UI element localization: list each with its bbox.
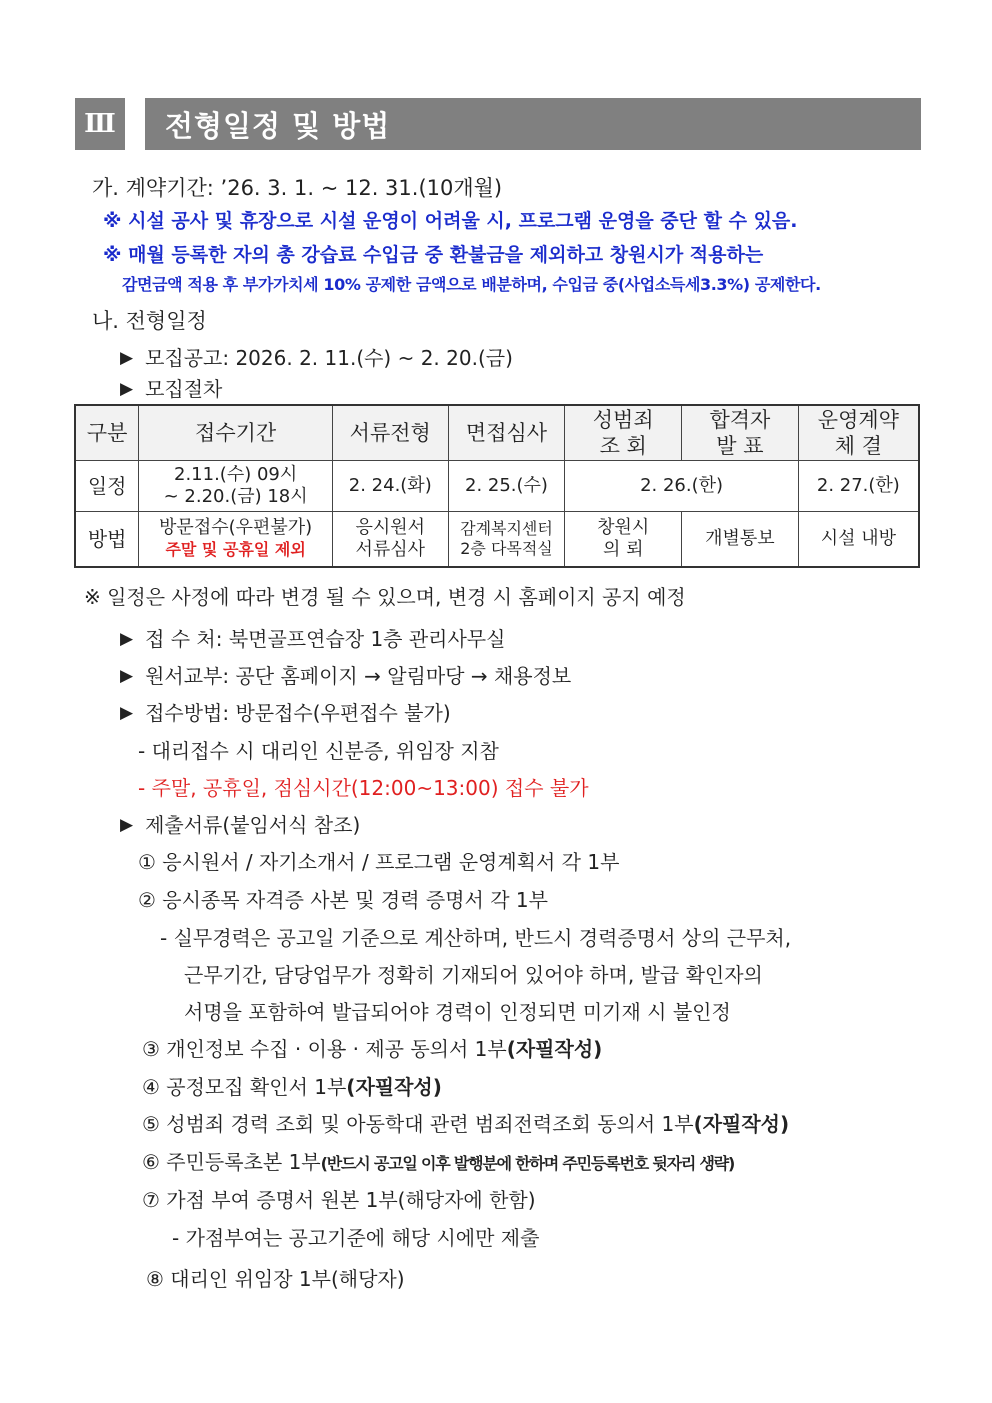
schedule-procedure: ▶ 모집절차 [120, 377, 223, 401]
header-docs: 서류전형 [332, 405, 448, 461]
doc-item-1: ① 응시원서 / 자기소개서 / 프로그램 운영계획서 각 1부 [138, 850, 620, 874]
schedule-table [74, 404, 920, 568]
header-crime-check: 성범죄 조 회 [565, 405, 682, 461]
triangle-right-icon: ▶ [120, 348, 134, 368]
cell-method: 방문접수(우편불가) 주말 및 공휴일 제외 [139, 512, 333, 568]
doc-item-7: ⑦ 가점 부여 증명서 원본 1부(해당자에 한함) [142, 1188, 536, 1212]
triangle-right-icon: ▶ [120, 666, 134, 686]
cell-check-method: 창원시 의 뢰 [565, 512, 682, 568]
section-title: 전형일정 및 방법 [145, 98, 921, 150]
section-number: Ⅲ [75, 98, 125, 150]
triangle-right-icon: ▶ [120, 379, 134, 399]
doc-item-7-note: - 가점부여는 공고기준에 해당 시에만 제출 [172, 1226, 540, 1250]
cell-period: 2.11.(수) 09시 ~ 2.20.(금) 18시 [139, 461, 333, 512]
header-category: 구분 [75, 405, 139, 461]
header-announce: 합격자 발 표 [682, 405, 799, 461]
header-contract: 운영계약 체 결 [798, 405, 919, 461]
table-row [75, 512, 919, 568]
doc-item-3: ③ 개인정보 수집 · 이용 · 제공 동의서 1부(자필작성) [142, 1037, 603, 1061]
cell-contract: 2. 27.(한) [798, 461, 919, 512]
documents-title: ▶ 제출서류(붙임서식 참조) [120, 813, 361, 837]
doc-item-2-note-3: 서명을 포함하여 발급되어야 경력이 인정되면 미기재 시 불인정 [184, 1000, 731, 1024]
section-header [75, 98, 921, 150]
row-label: 방법 [75, 512, 139, 568]
triangle-right-icon: ▶ [120, 703, 134, 723]
cell-docs-method: 응시원서 서류심사 [332, 512, 448, 568]
triangle-right-icon: ▶ [120, 815, 134, 835]
doc-item-2-note-2: 근무기간, 담당업무가 정확히 기재되어 있어야 하며, 발급 확인자의 [184, 963, 763, 987]
cell-docs: 2. 24.(화) [332, 461, 448, 512]
doc-item-6: ⑥ 주민등록초본 1부(반드시 공고일 이후 발행분에 한하며 주민등록번호 뒷자리 생략) [142, 1150, 735, 1174]
header-interview: 면접심사 [448, 405, 565, 461]
form-distribution: ▶ 원서교부: 공단 홈페이지 → 알림마당 → 채용정보 [120, 664, 572, 688]
schedule-title: 나. 전형일정 [92, 309, 207, 333]
no-accept-note: - 주말, 공휴일, 점심시간(12:00~13:00) 접수 불가 [138, 776, 589, 800]
contract-period: 가. 계약기간: ’26. 3. 1. ~ 12. 31.(10개월) [92, 176, 503, 200]
doc-item-8: ⑧ 대리인 위임장 1부(해당자) [146, 1267, 405, 1291]
cell-check-announce: 2. 26.(한) [565, 461, 798, 512]
doc-item-2-note-1: - 실무경력은 공고일 기준으로 계산하며, 반드시 경력증명서 상의 근무처, [160, 926, 792, 950]
triangle-right-icon: ▶ [120, 629, 134, 649]
contract-note-1: ※ 시설 공사 및 휴장으로 시설 운영이 어려울 시, 프로그램 운영을 중단 할 수 있음. [103, 210, 798, 232]
doc-item-5: ⑤ 성범죄 경력 조회 및 아동학대 관련 범죄전력조회 동의서 1부(자필작성) [142, 1112, 790, 1136]
proxy-note: - 대리접수 시 대리인 신분증, 위임장 지참 [138, 739, 499, 763]
cell-interview-place: 감계복지센터 2층 다목적실 [448, 512, 565, 568]
doc-item-4: ④ 공정모집 확인서 1부(자필작성) [142, 1075, 442, 1099]
contract-note-2b: 감면금액 적용 후 부가가치세 10% 공제한 금액으로 배분하며, 수입금 중(사업소득세3.3%) 공제한다. [122, 275, 821, 294]
table-row [75, 461, 919, 512]
cell-interview: 2. 25.(수) [448, 461, 565, 512]
cell-contract-method: 시설 내방 [798, 512, 919, 568]
cell-announce-method: 개별통보 [682, 512, 799, 568]
weekend-excluded-note: 주말 및 공휴일 제외 [165, 540, 306, 559]
schedule-change-note: ※ 일정은 사정에 따라 변경 될 수 있으며, 변경 시 홈페이지 공지 예정 [84, 585, 686, 609]
row-label: 일정 [75, 461, 139, 512]
schedule-notice: ▶ 모집공고: 2026. 2. 11.(수) ~ 2. 20.(금) [120, 346, 513, 370]
reception-place: ▶ 접 수 처: 북면골프연습장 1층 관리사무실 [120, 627, 506, 651]
reception-method: ▶ 접수방법: 방문접수(우편접수 불가) [120, 701, 451, 725]
table-header-row [75, 405, 919, 461]
header-period: 접수기간 [139, 405, 333, 461]
contract-note-2a: ※ 매월 등록한 자의 총 강습료 수입금 중 환불금을 제외하고 창원시가 적용하는 [103, 244, 764, 266]
doc-item-2: ② 응시종목 자격증 사본 및 경력 증명서 각 1부 [138, 888, 548, 912]
